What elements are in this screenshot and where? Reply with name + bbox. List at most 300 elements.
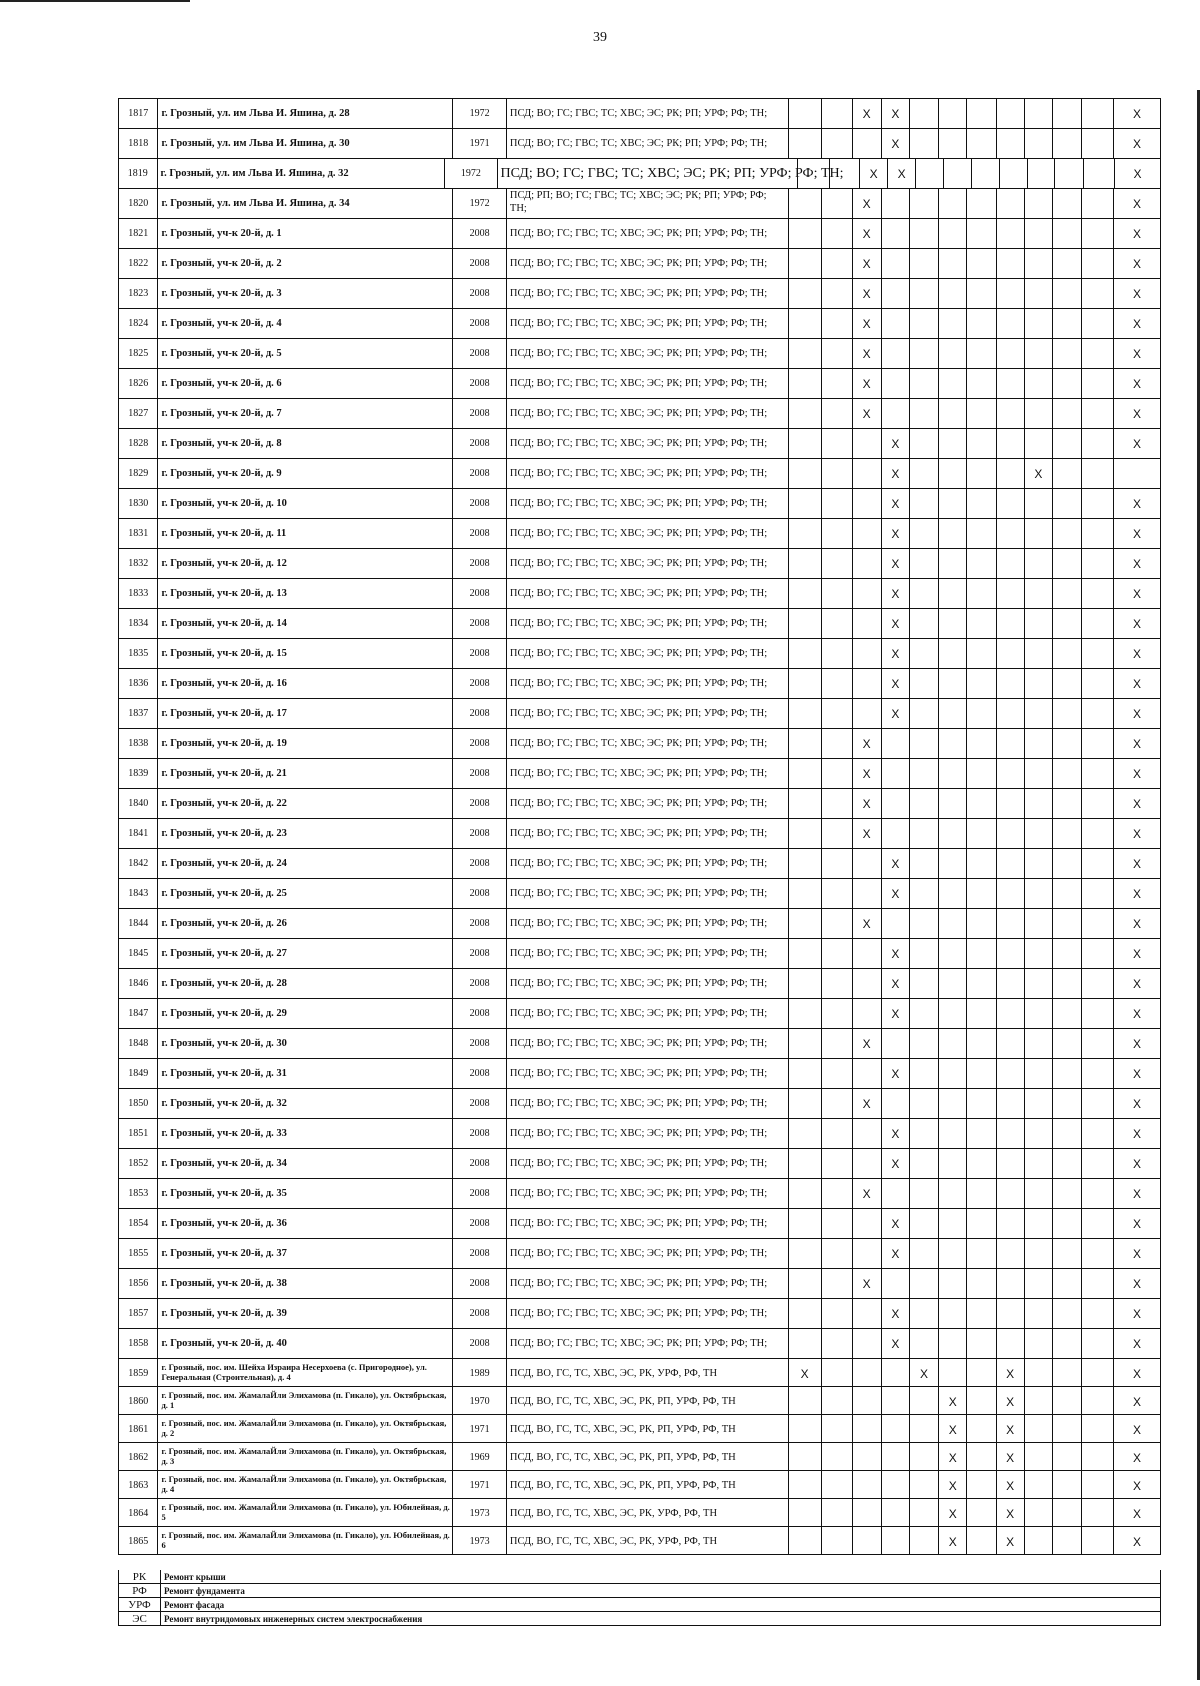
scan-edge-line [0, 0, 190, 2]
legend-description: Ремонт фундамента [161, 1584, 1161, 1598]
mark-cell-col9: X [1025, 459, 1053, 489]
works-cell [507, 1359, 789, 1387]
works-cell [507, 1239, 789, 1269]
legend-row [119, 1598, 1161, 1612]
mark-cell-col9 [1025, 1059, 1053, 1089]
works-text: ПСД; ВО; ГС; ГВС; ТС; ХВС; ЭС; РК; РП; УРФ; РФ; ТН; [509, 888, 768, 899]
mark-cell-col6 [939, 249, 967, 279]
works-cell [507, 1443, 789, 1471]
mark-cell-col6 [939, 789, 967, 819]
mark-cell-col10 [1053, 339, 1082, 369]
mark-cell-col2 [822, 399, 853, 429]
works-cell [507, 99, 789, 129]
mark-cell-col8 [997, 459, 1025, 489]
legend-abbreviation: УРФ [119, 1598, 161, 1612]
year-cell: 1969 [453, 1443, 507, 1471]
mark-cell-col5 [910, 669, 939, 699]
works-text: ПСД; ВО; ГС; ГВС; ТС; ХВС; ЭС; РК; РП; УРФ; РФ; ТН; [509, 798, 768, 809]
mark-cell-col8 [997, 789, 1025, 819]
table-row [119, 189, 1161, 219]
mark-cell-col7 [967, 459, 996, 489]
mark-cell-col12: X [1114, 369, 1161, 399]
works-cell [507, 579, 789, 609]
year-cell: 2008 [453, 849, 507, 879]
address-cell: г. Грозный, уч-к 20-й, д. 31 [158, 1059, 453, 1089]
table-row [119, 939, 1161, 969]
address-cell: г. Грозный, уч-к 20-й, д. 37 [158, 1239, 453, 1269]
mark-cell-col2 [822, 1269, 853, 1299]
works-cell [507, 849, 789, 879]
mark-cell-col4 [882, 399, 910, 429]
mark-cell-col10 [1053, 609, 1082, 639]
mark-cell-col6 [939, 489, 967, 519]
works-cell [507, 1089, 789, 1119]
mark-cell-col3 [853, 699, 882, 729]
address-cell: г. Грозный, уч-к 20-й, д. 5 [158, 339, 453, 369]
works-cell [507, 1209, 789, 1239]
address-cell: г. Грозный, уч-к 20-й, д. 38 [158, 1269, 453, 1299]
mark-cell-col4 [882, 789, 910, 819]
mark-cell-col3: X [853, 339, 882, 369]
mark-cell-col7 [967, 759, 996, 789]
mark-cell-col8: X [997, 1415, 1025, 1443]
table-row [119, 1499, 1161, 1527]
address-cell: г. Грозный, пос. им. ЖамалаЙли Элихамова (п. Гикало), ул. Юбилейная, д. 6 [158, 1527, 453, 1555]
mark-cell-col6 [939, 1029, 967, 1059]
mark-cell-col1 [789, 1299, 822, 1329]
year-cell: 2008 [453, 519, 507, 549]
mark-cell-col4 [882, 1499, 910, 1527]
mark-cell-col2 [822, 279, 853, 309]
mark-cell-col12: X [1114, 429, 1161, 459]
mark-cell-col10 [1053, 1471, 1082, 1499]
mark-cell-col11 [1082, 1059, 1114, 1089]
mark-cell-col10 [1053, 399, 1082, 429]
mark-cell-col12: X [1114, 939, 1161, 969]
row-number: 1818 [119, 129, 158, 159]
mark-cell-col4: X [882, 939, 910, 969]
mark-cell-col2 [822, 249, 853, 279]
address-cell: г. Грозный, уч-к 20-й, д. 12 [158, 549, 453, 579]
mark-cell-col4: X [882, 1209, 910, 1239]
row-number: 1830 [119, 489, 158, 519]
mark-cell-col5 [910, 249, 939, 279]
table-row [119, 1359, 1161, 1387]
mark-cell-col4 [882, 819, 910, 849]
row-number: 1862 [119, 1443, 158, 1471]
works-text: ПСД; ВО; ГС; ГВС; ТС; ХВС; ЭС; РК; РП; УРФ; РФ; ТН; [509, 498, 768, 509]
year-cell: 2008 [453, 339, 507, 369]
row-number: 1824 [119, 309, 158, 339]
mark-cell-col4 [882, 279, 910, 309]
row-number: 1840 [119, 789, 158, 819]
works-text: ПСД; ВО; ГС; ГВС; ТС; ХВС; ЭС; РК; РП; УРФ; РФ; ТН; [509, 1128, 768, 1139]
works-text: ПСД; ВО; ГС; ГВС; ТС; ХВС; ЭС; РК; РП; УРФ; РФ; ТН; [509, 138, 768, 149]
mark-cell-col6 [939, 1239, 967, 1269]
row-number: 1832 [119, 549, 158, 579]
mark-cell-col8 [997, 489, 1025, 519]
mark-cell-col11 [1082, 249, 1114, 279]
mark-cell-col11 [1082, 1471, 1114, 1499]
mark-cell-col12: X [1114, 1329, 1161, 1359]
works-text: ПСД; ВО; ГС; ГВС; ТС; ХВС; ЭС; РК; РП; УРФ; РФ; ТН; [509, 738, 768, 749]
mark-cell-col4 [882, 189, 910, 219]
mark-cell-col7 [967, 1179, 996, 1209]
mark-cell-col3 [853, 459, 882, 489]
row-number: 1858 [119, 1329, 158, 1359]
mark-cell-col10 [1053, 789, 1082, 819]
mark-cell-col1 [789, 1415, 822, 1443]
row-number: 1857 [119, 1299, 158, 1329]
table-row [119, 969, 1161, 999]
mark-cell-col2 [822, 129, 853, 159]
works-text: ПСД; ВО; ГС; ГВС; ТС; ХВС; ЭС; РК; РП; УРФ; РФ; ТН; [509, 1008, 768, 1019]
mark-cell-col9 [1025, 1269, 1053, 1299]
works-text: ПСД; ВО; ГС; ГВС; ТС; ХВС; ЭС; РК; РП; УРФ; РФ; ТН; [500, 166, 844, 181]
mark-cell-col12: X [1114, 1239, 1161, 1269]
mark-cell-col10 [1053, 249, 1082, 279]
year-cell: 2008 [453, 1209, 507, 1239]
mark-cell-col12: X [1114, 579, 1161, 609]
mark-cell-col8 [997, 699, 1025, 729]
address-cell: г. Грозный, уч-к 20-й, д. 16 [158, 669, 453, 699]
mark-cell-col5 [910, 1329, 939, 1359]
row-number: 1842 [119, 849, 158, 879]
mark-cell-col9 [1025, 789, 1053, 819]
mark-cell-col4: X [882, 669, 910, 699]
mark-cell-col5 [910, 969, 939, 999]
works-text: ПСД; ВО; ГС; ГВС; ТС; ХВС; ЭС; РК; РП; УРФ; РФ; ТН; [509, 768, 768, 779]
mark-cell-col5 [910, 309, 939, 339]
works-text: ПСД; ВО; ГС; ГВС; ТС; ХВС; ЭС; РК; РП; УРФ; РФ; ТН; [509, 228, 768, 239]
mark-cell-col3: X [853, 99, 882, 129]
works-cell [507, 189, 789, 219]
address-cell: г. Грозный, уч-к 20-й, д. 32 [158, 1089, 453, 1119]
mark-cell-col9 [1028, 159, 1056, 189]
mark-cell-col10 [1053, 1527, 1082, 1555]
mark-cell-col5 [910, 999, 939, 1029]
mark-cell-col12: X [1114, 99, 1161, 129]
table-row [119, 729, 1161, 759]
legend-description: Ремонт внутридомовых инженерных систем электроснабжения [161, 1612, 1161, 1626]
year-cell: 2008 [453, 369, 507, 399]
mark-cell-col10 [1053, 759, 1082, 789]
mark-cell-col12: X [1114, 399, 1161, 429]
row-number: 1848 [119, 1029, 158, 1059]
mark-cell-col3 [853, 429, 882, 459]
table-row [119, 609, 1161, 639]
mark-cell-col3 [853, 1329, 882, 1359]
mark-cell-col2 [830, 159, 860, 189]
mark-cell-col9 [1025, 969, 1053, 999]
mark-cell-col8 [997, 939, 1025, 969]
works-text: ПСД; РП; ВО; ГС; ГВС; ТС; ХВС; ЭС; РК; РП; УРФ; РФ; [509, 190, 767, 201]
mark-cell-col4 [882, 1387, 910, 1415]
mark-cell-col12: X [1115, 159, 1161, 189]
works-cell [507, 1059, 789, 1089]
works-text: ПСД; ВО; ГС; ГВС; ТС; ХВС; ЭС; РК; РП; УРФ; РФ; ТН; [509, 348, 768, 359]
mark-cell-col11 [1082, 669, 1114, 699]
table-row [119, 789, 1161, 819]
mark-cell-col2 [822, 1059, 853, 1089]
mark-cell-col4: X [882, 639, 910, 669]
mark-cell-col3: X [853, 729, 882, 759]
row-number: 1849 [119, 1059, 158, 1089]
mark-cell-col10 [1053, 579, 1082, 609]
mark-cell-col4: X [882, 1059, 910, 1089]
works-cell [507, 939, 789, 969]
mark-cell-col2 [822, 99, 853, 129]
mark-cell-col3 [853, 1239, 882, 1269]
mark-cell-col6: X [939, 1471, 967, 1499]
address-cell: г. Грозный, уч-к 20-й, д. 7 [158, 399, 453, 429]
table-row [119, 1387, 1161, 1415]
mark-cell-col7 [967, 279, 996, 309]
mark-cell-col8 [997, 819, 1025, 849]
works-cell [507, 669, 789, 699]
mark-cell-col12: X [1114, 909, 1161, 939]
works-text: ПСД; ВО; ГС; ГВС; ТС; ХВС; ЭС; РК; РП; УРФ; РФ; ТН; [509, 108, 768, 119]
mark-cell-col1 [789, 459, 822, 489]
table-row [119, 1471, 1161, 1499]
mark-cell-col8 [997, 879, 1025, 909]
mark-cell-col12: X [1114, 339, 1161, 369]
mark-cell-col8 [997, 429, 1025, 459]
mark-cell-col2 [822, 519, 853, 549]
mark-cell-col4 [882, 1471, 910, 1499]
mark-cell-col9 [1025, 1239, 1053, 1269]
mark-cell-col12: X [1114, 1299, 1161, 1329]
address-cell: г. Грозный, уч-к 20-й, д. 13 [158, 579, 453, 609]
mark-cell-col11 [1082, 1499, 1114, 1527]
mark-cell-col3 [853, 1443, 882, 1471]
mark-cell-col11 [1082, 999, 1114, 1029]
mark-cell-col1 [789, 369, 822, 399]
address-cell: г. Грозный, ул. им Льва И. Яшина, д. 28 [158, 99, 453, 129]
year-cell: 2008 [453, 489, 507, 519]
mark-cell-col10 [1053, 1359, 1082, 1387]
legend-abbreviation: ЭС [119, 1612, 161, 1626]
mark-cell-col3 [853, 1527, 882, 1555]
mark-cell-col10 [1053, 1329, 1082, 1359]
mark-cell-col6 [944, 159, 972, 189]
works-cell [507, 999, 789, 1029]
mark-cell-col7 [967, 699, 996, 729]
mark-cell-col4 [882, 1527, 910, 1555]
mark-cell-col6 [939, 189, 967, 219]
mark-cell-col11 [1082, 609, 1114, 639]
mark-cell-col5 [910, 1387, 939, 1415]
mark-cell-col9 [1025, 1179, 1053, 1209]
mark-cell-col9 [1025, 1471, 1053, 1499]
year-cell: 2008 [453, 909, 507, 939]
mark-cell-col7 [967, 1359, 996, 1387]
table-row [119, 1179, 1161, 1209]
mark-cell-col11 [1082, 639, 1114, 669]
mark-cell-col7 [967, 669, 996, 699]
table-row [119, 999, 1161, 1029]
mark-cell-col12: X [1114, 1059, 1161, 1089]
mark-cell-col3 [853, 1499, 882, 1527]
row-number: 1844 [119, 909, 158, 939]
row-number: 1821 [119, 219, 158, 249]
row-number: 1841 [119, 819, 158, 849]
address-cell: г. Грозный, уч-к 20-й, д. 35 [158, 1179, 453, 1209]
mark-cell-col10 [1053, 969, 1082, 999]
mark-cell-col11 [1082, 1329, 1114, 1359]
row-number: 1827 [119, 399, 158, 429]
mark-cell-col12: X [1114, 669, 1161, 699]
mark-cell-col12: X [1114, 1527, 1161, 1555]
mark-cell-col7 [967, 639, 996, 669]
address-cell: г. Грозный, пос. им. ЖамалаЙли Элихамова (п. Гикало), ул. Октябрьская, д. 4 [158, 1471, 453, 1499]
mark-cell-col11 [1082, 1359, 1114, 1387]
mark-cell-col2 [822, 489, 853, 519]
address-cell: г. Грозный, пос. им. ЖамалаЙли Элихамова (п. Гикало), ул. Октябрьская, д. 3 [158, 1443, 453, 1471]
works-text: ПСД; ВО; ГС; ГВС; ТС; ХВС; ЭС; РК; РП; УРФ; РФ; ТН; [509, 468, 768, 479]
mark-cell-col5 [910, 99, 939, 129]
mark-cell-col2 [822, 309, 853, 339]
mark-cell-col1 [789, 279, 822, 309]
mark-cell-col5 [910, 1269, 939, 1299]
mark-cell-col2 [822, 339, 853, 369]
row-number: 1863 [119, 1471, 158, 1499]
mark-cell-col10 [1053, 699, 1082, 729]
mark-cell-col9 [1025, 309, 1053, 339]
mark-cell-col12: X [1114, 189, 1161, 219]
works-text: ПСД; ВО; ГС; ГВС; ТС; ХВС; ЭС; РК; РП; УРФ; РФ; ТН; [509, 438, 768, 449]
mark-cell-col12: X [1114, 219, 1161, 249]
year-cell: 1972 [453, 99, 507, 129]
mark-cell-col10 [1053, 1443, 1082, 1471]
year-cell: 2008 [453, 819, 507, 849]
legend-row [119, 1570, 1161, 1584]
mark-cell-col10 [1053, 669, 1082, 699]
mark-cell-col5 [910, 849, 939, 879]
address-cell: г. Грозный, уч-к 20-й, д. 26 [158, 909, 453, 939]
mark-cell-col9 [1025, 249, 1053, 279]
address-cell: г. Грозный, уч-к 20-й, д. 19 [158, 729, 453, 759]
mark-cell-col5 [910, 1499, 939, 1527]
mark-cell-col4 [882, 309, 910, 339]
mark-cell-col1 [789, 1239, 822, 1269]
mark-cell-col7 [967, 369, 996, 399]
mark-cell-col3: X [853, 819, 882, 849]
mark-cell-col6 [939, 1209, 967, 1239]
table-row [119, 759, 1161, 789]
address-cell: г. Грозный, ул. им Льва И. Яшина, д. 30 [158, 129, 453, 159]
mark-cell-col5 [910, 189, 939, 219]
mark-cell-col1 [789, 669, 822, 699]
table-row [119, 1149, 1161, 1179]
table-row [119, 279, 1161, 309]
mark-cell-col11 [1082, 489, 1114, 519]
mark-cell-col9 [1025, 849, 1053, 879]
mark-cell-col8 [997, 1029, 1025, 1059]
year-cell: 2008 [453, 1179, 507, 1209]
mark-cell-col12: X [1114, 609, 1161, 639]
works-cell [507, 339, 789, 369]
mark-cell-col3: X [853, 1089, 882, 1119]
works-text: ПСД; ВО; ГС; ГВС; ТС; ХВС; ЭС; РК; РП; УРФ; РФ; ТН; [509, 678, 768, 689]
mark-cell-col5 [910, 579, 939, 609]
mark-cell-col3 [853, 489, 882, 519]
works-text: ПСД, ВО, ГС, ТС, ХВС, ЭС, РК, УРФ, РФ, ТН [509, 1536, 718, 1547]
mark-cell-col5 [910, 519, 939, 549]
mark-cell-col12: X [1114, 819, 1161, 849]
mark-cell-col9 [1025, 549, 1053, 579]
mark-cell-col9 [1025, 429, 1053, 459]
mark-cell-col9 [1025, 819, 1053, 849]
row-number: 1860 [119, 1387, 158, 1415]
works-cell [507, 399, 789, 429]
mark-cell-col10 [1053, 1239, 1082, 1269]
year-cell: 2008 [453, 579, 507, 609]
mark-cell-col4 [882, 1415, 910, 1443]
mark-cell-col6 [939, 279, 967, 309]
mark-cell-col4: X [882, 489, 910, 519]
mark-cell-col9 [1025, 99, 1053, 129]
mark-cell-col10 [1053, 639, 1082, 669]
mark-cell-col5 [910, 819, 939, 849]
works-cell [507, 1387, 789, 1415]
table-row [119, 579, 1161, 609]
works-cell [507, 129, 789, 159]
mark-cell-col7 [967, 849, 996, 879]
mark-cell-col6 [939, 849, 967, 879]
table-row [119, 849, 1161, 879]
row-number: 1826 [119, 369, 158, 399]
mark-cell-col6: X [939, 1527, 967, 1555]
mark-cell-col3: X [853, 189, 882, 219]
year-cell: 2008 [453, 1269, 507, 1299]
mark-cell-col7 [967, 789, 996, 819]
mark-cell-col1 [789, 1387, 822, 1415]
mark-cell-col7 [967, 969, 996, 999]
address-cell: г. Грозный, уч-к 20-й, д. 17 [158, 699, 453, 729]
year-cell: 1971 [453, 1415, 507, 1443]
mark-cell-col7 [967, 1329, 996, 1359]
table-row [119, 1119, 1161, 1149]
mark-cell-col1 [789, 1149, 822, 1179]
mark-cell-col3: X [853, 759, 882, 789]
row-number: 1856 [119, 1269, 158, 1299]
mark-cell-col6 [939, 819, 967, 849]
mark-cell-col3 [853, 1209, 882, 1239]
mark-cell-col7 [967, 219, 996, 249]
works-text: ПСД; ВО; ГС; ГВС; ТС; ХВС; ЭС; РК; РП; УРФ; РФ; ТН; [509, 1308, 768, 1319]
mark-cell-col10 [1053, 1149, 1082, 1179]
mark-cell-col8 [997, 1179, 1025, 1209]
year-cell: 1971 [453, 1471, 507, 1499]
year-cell: 1970 [453, 1387, 507, 1415]
year-cell: 2008 [453, 1059, 507, 1089]
mark-cell-col9 [1025, 519, 1053, 549]
mark-cell-col1 [789, 219, 822, 249]
address-cell: г. Грозный, уч-к 20-й, д. 6 [158, 369, 453, 399]
table-row [119, 129, 1161, 159]
address-cell: г. Грозный, уч-к 20-й, д. 25 [158, 879, 453, 909]
mark-cell-col7 [967, 579, 996, 609]
mark-cell-col5 [910, 129, 939, 159]
legend-table [118, 1570, 1161, 1626]
mark-cell-col7 [967, 1149, 996, 1179]
mark-cell-col12: X [1114, 279, 1161, 309]
mark-cell-col12: X [1114, 1387, 1161, 1415]
works-text: ПСД; ВО; ГС; ГВС; ТС; ХВС; ЭС; РК; РП; УРФ; РФ; ТН; [509, 1248, 768, 1259]
mark-cell-col8 [997, 519, 1025, 549]
works-text: ПСД; ВО; ГС; ГВС; ТС; ХВС; ЭС; РК; РП; УРФ; РФ; ТН; [509, 1278, 768, 1289]
